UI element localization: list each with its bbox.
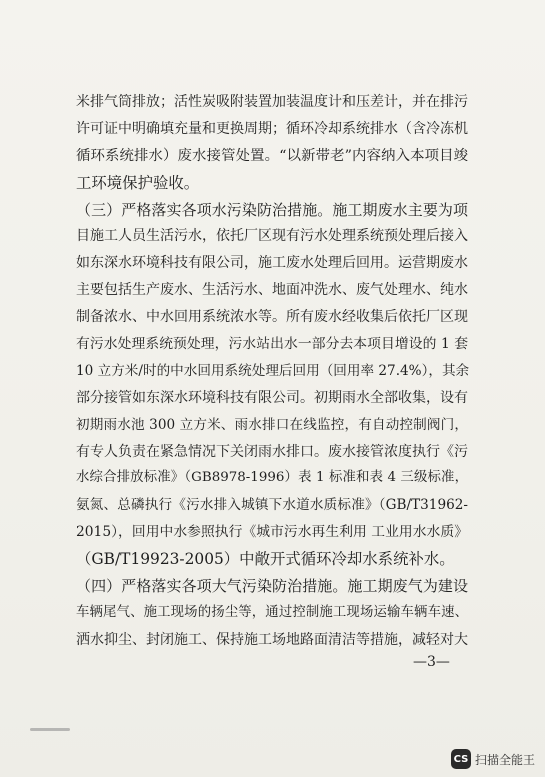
text-line-2: 许可证中明确填充量和更换周期；循环冷却系统排水（含冷冻机	[76, 120, 468, 137]
scan-smudge	[30, 728, 70, 731]
text-line-5: （三）严格落实各项水污染防治措施。施工期废水主要为项	[76, 200, 468, 219]
text-line-8: 主要包括生产废水、生活污水、地面冲洗水、废气处理水、纯水	[76, 282, 468, 299]
document-body	[76, 89, 468, 654]
text-line-9: 制备浓水、中水回用系统浓水等。所有废水经收集后依托厂区现	[76, 309, 468, 326]
text-line-12: 部分接管如东深水环境科技有限公司。初期雨水全部收集，设有	[76, 389, 468, 406]
text-line-4: 工环境保护验收。	[76, 173, 200, 192]
text-line-19: （四）严格落实各项大气污染防治措施。施工期废气为建设	[76, 577, 468, 596]
text-line-3: 循环系统排水）废水接管处置。“以新带老”内容纳入本项目竣	[76, 147, 468, 164]
text-line-15: 水综合排放标准》（GB8978-1996）表 1 标准和表 4 三级标准，	[76, 470, 468, 486]
text-line-13: 初期雨水池 300 立方米、雨水排口在线监控，有自动控制阀门，	[76, 416, 468, 433]
page-number: —3—	[413, 654, 450, 670]
scanner-watermark	[451, 748, 535, 770]
text-line-21: 洒水抑尘、封闭施工、保持施工场地路面清洁等措施，减轻对大	[76, 631, 468, 648]
text-line-6: 目施工人员生活污水，依托厂区现有污水处理系统预处理后接入	[76, 228, 468, 245]
text-line-20: 车辆尾气、施工现场的扬尘等，通过控制施工现场运输车辆车速、	[76, 604, 468, 620]
text-line-1: 米排气筒排放；活性炭吸附装置加装温度计和压差计，并在排污	[76, 94, 468, 110]
text-line-17: 2015），回用中水参照执行《城市污水再生利用 工业用水水质》	[76, 524, 468, 541]
cs-logo-icon: CS	[451, 749, 471, 769]
text-line-7: 如东深水环境科技有限公司，施工废水处理后回用。运营期废水	[76, 255, 468, 272]
text-line-16: 氨氮、总磷执行《污水排入城镇下水道水质标准》（GB/T31962-	[76, 497, 468, 514]
text-line-14: 有专人负责在紧急情况下关闭雨水排口。废水接管浓度执行《污	[76, 443, 468, 460]
watermark-text: 扫描全能王	[475, 752, 536, 767]
text-line-11: 10 立方米/时的中水回用系统处理后回用（回用率 27.4%），其余	[76, 362, 470, 379]
text-line-18: （GB/T19923-2005）中敞开式循环冷却水系统补水。	[76, 550, 455, 569]
text-line-10: 有污水处理系统预处理，污水站出水一部分去本项目增设的 1 套	[76, 336, 468, 353]
